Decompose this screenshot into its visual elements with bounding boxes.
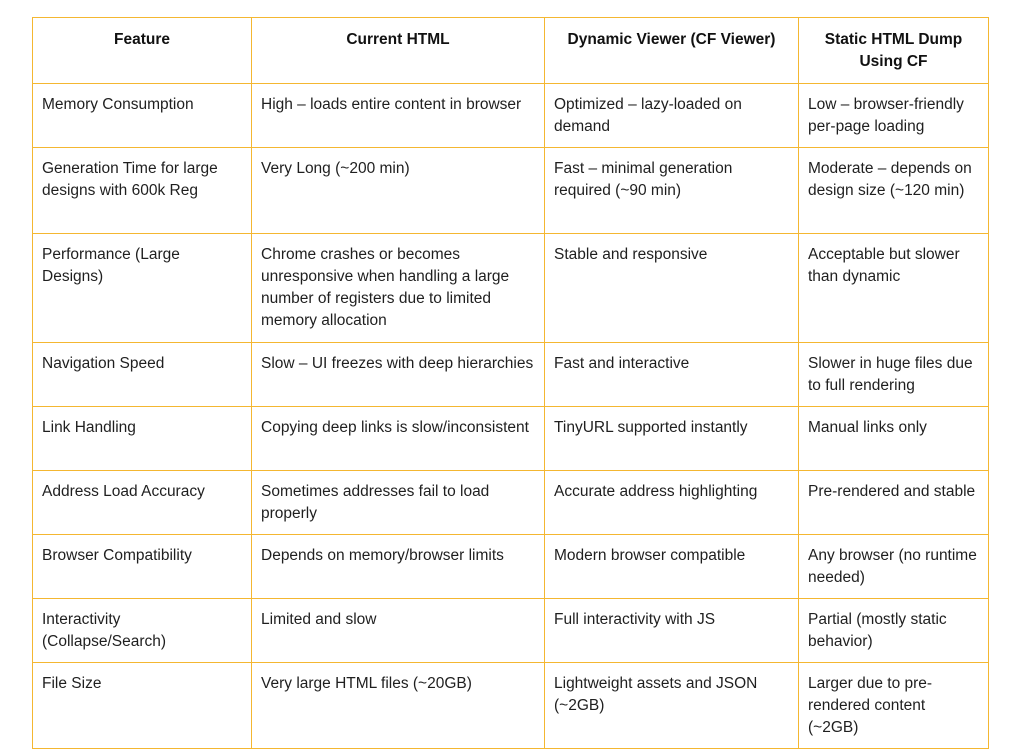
cell-current-html: Copying deep links is slow/inconsistent — [252, 407, 545, 471]
table-row — [33, 663, 989, 749]
cell-dynamic-viewer: Lightweight assets and JSON (~2GB) — [545, 663, 799, 749]
comparison-table — [32, 17, 989, 749]
cell-dynamic-viewer: Full interactivity with JS — [545, 599, 799, 663]
cell-dynamic-viewer: Fast – minimal generation required (~90 min) — [545, 148, 799, 234]
cell-feature: Performance (Large Designs) — [33, 234, 252, 343]
cell-current-html: High – loads entire content in browser — [252, 84, 545, 148]
header-current-html: Current HTML — [252, 18, 545, 84]
header-row — [33, 18, 989, 84]
cell-feature: Address Load Accuracy — [33, 471, 252, 535]
header-static-html-dump: Static HTML Dump Using CF — [799, 18, 989, 84]
table-row — [33, 407, 989, 471]
table-row — [33, 234, 989, 343]
cell-feature: Generation Time for large designs with 600k Reg — [33, 148, 252, 234]
table-row — [33, 343, 989, 407]
cell-static-dump: Acceptable but slower than dynamic — [799, 234, 989, 343]
cell-static-dump: Moderate – depends on design size (~120 min) — [799, 148, 989, 234]
cell-dynamic-viewer: Accurate address highlighting — [545, 471, 799, 535]
cell-dynamic-viewer: TinyURL supported instantly — [545, 407, 799, 471]
cell-static-dump: Any browser (no runtime needed) — [799, 535, 989, 599]
table-row — [33, 599, 989, 663]
cell-dynamic-viewer: Fast and interactive — [545, 343, 799, 407]
cell-current-html: Chrome crashes or becomes unresponsive when handling a large number of registers due to limited memory allocation — [252, 234, 545, 343]
cell-static-dump: Pre-rendered and stable — [799, 471, 989, 535]
cell-feature: Navigation Speed — [33, 343, 252, 407]
cell-static-dump: Larger due to pre-rendered content (~2GB) — [799, 663, 989, 749]
cell-current-html: Limited and slow — [252, 599, 545, 663]
cell-feature: Memory Consumption — [33, 84, 252, 148]
cell-current-html: Very large HTML files (~20GB) — [252, 663, 545, 749]
cell-feature: File Size — [33, 663, 252, 749]
cell-dynamic-viewer: Optimized – lazy-loaded on demand — [545, 84, 799, 148]
table-row — [33, 471, 989, 535]
cell-static-dump: Manual links only — [799, 407, 989, 471]
table-row — [33, 84, 989, 148]
cell-dynamic-viewer: Stable and responsive — [545, 234, 799, 343]
cell-static-dump: Low – browser-friendly per-page loading — [799, 84, 989, 148]
header-dynamic-viewer: Dynamic Viewer (CF Viewer) — [545, 18, 799, 84]
cell-current-html: Very Long (~200 min) — [252, 148, 545, 234]
cell-static-dump: Partial (mostly static behavior) — [799, 599, 989, 663]
cell-current-html: Depends on memory/browser limits — [252, 535, 545, 599]
header-feature: Feature — [33, 18, 252, 84]
comparison-table-container — [32, 17, 989, 749]
cell-feature: Link Handling — [33, 407, 252, 471]
cell-static-dump: Slower in huge files due to full rendering — [799, 343, 989, 407]
cell-current-html: Slow – UI freezes with deep hierarchies — [252, 343, 545, 407]
table-row — [33, 148, 989, 234]
table-row — [33, 535, 989, 599]
cell-dynamic-viewer: Modern browser compatible — [545, 535, 799, 599]
cell-feature: Browser Compatibility — [33, 535, 252, 599]
cell-feature: Interactivity (Collapse/Search) — [33, 599, 252, 663]
cell-current-html: Sometimes addresses fail to load properly — [252, 471, 545, 535]
